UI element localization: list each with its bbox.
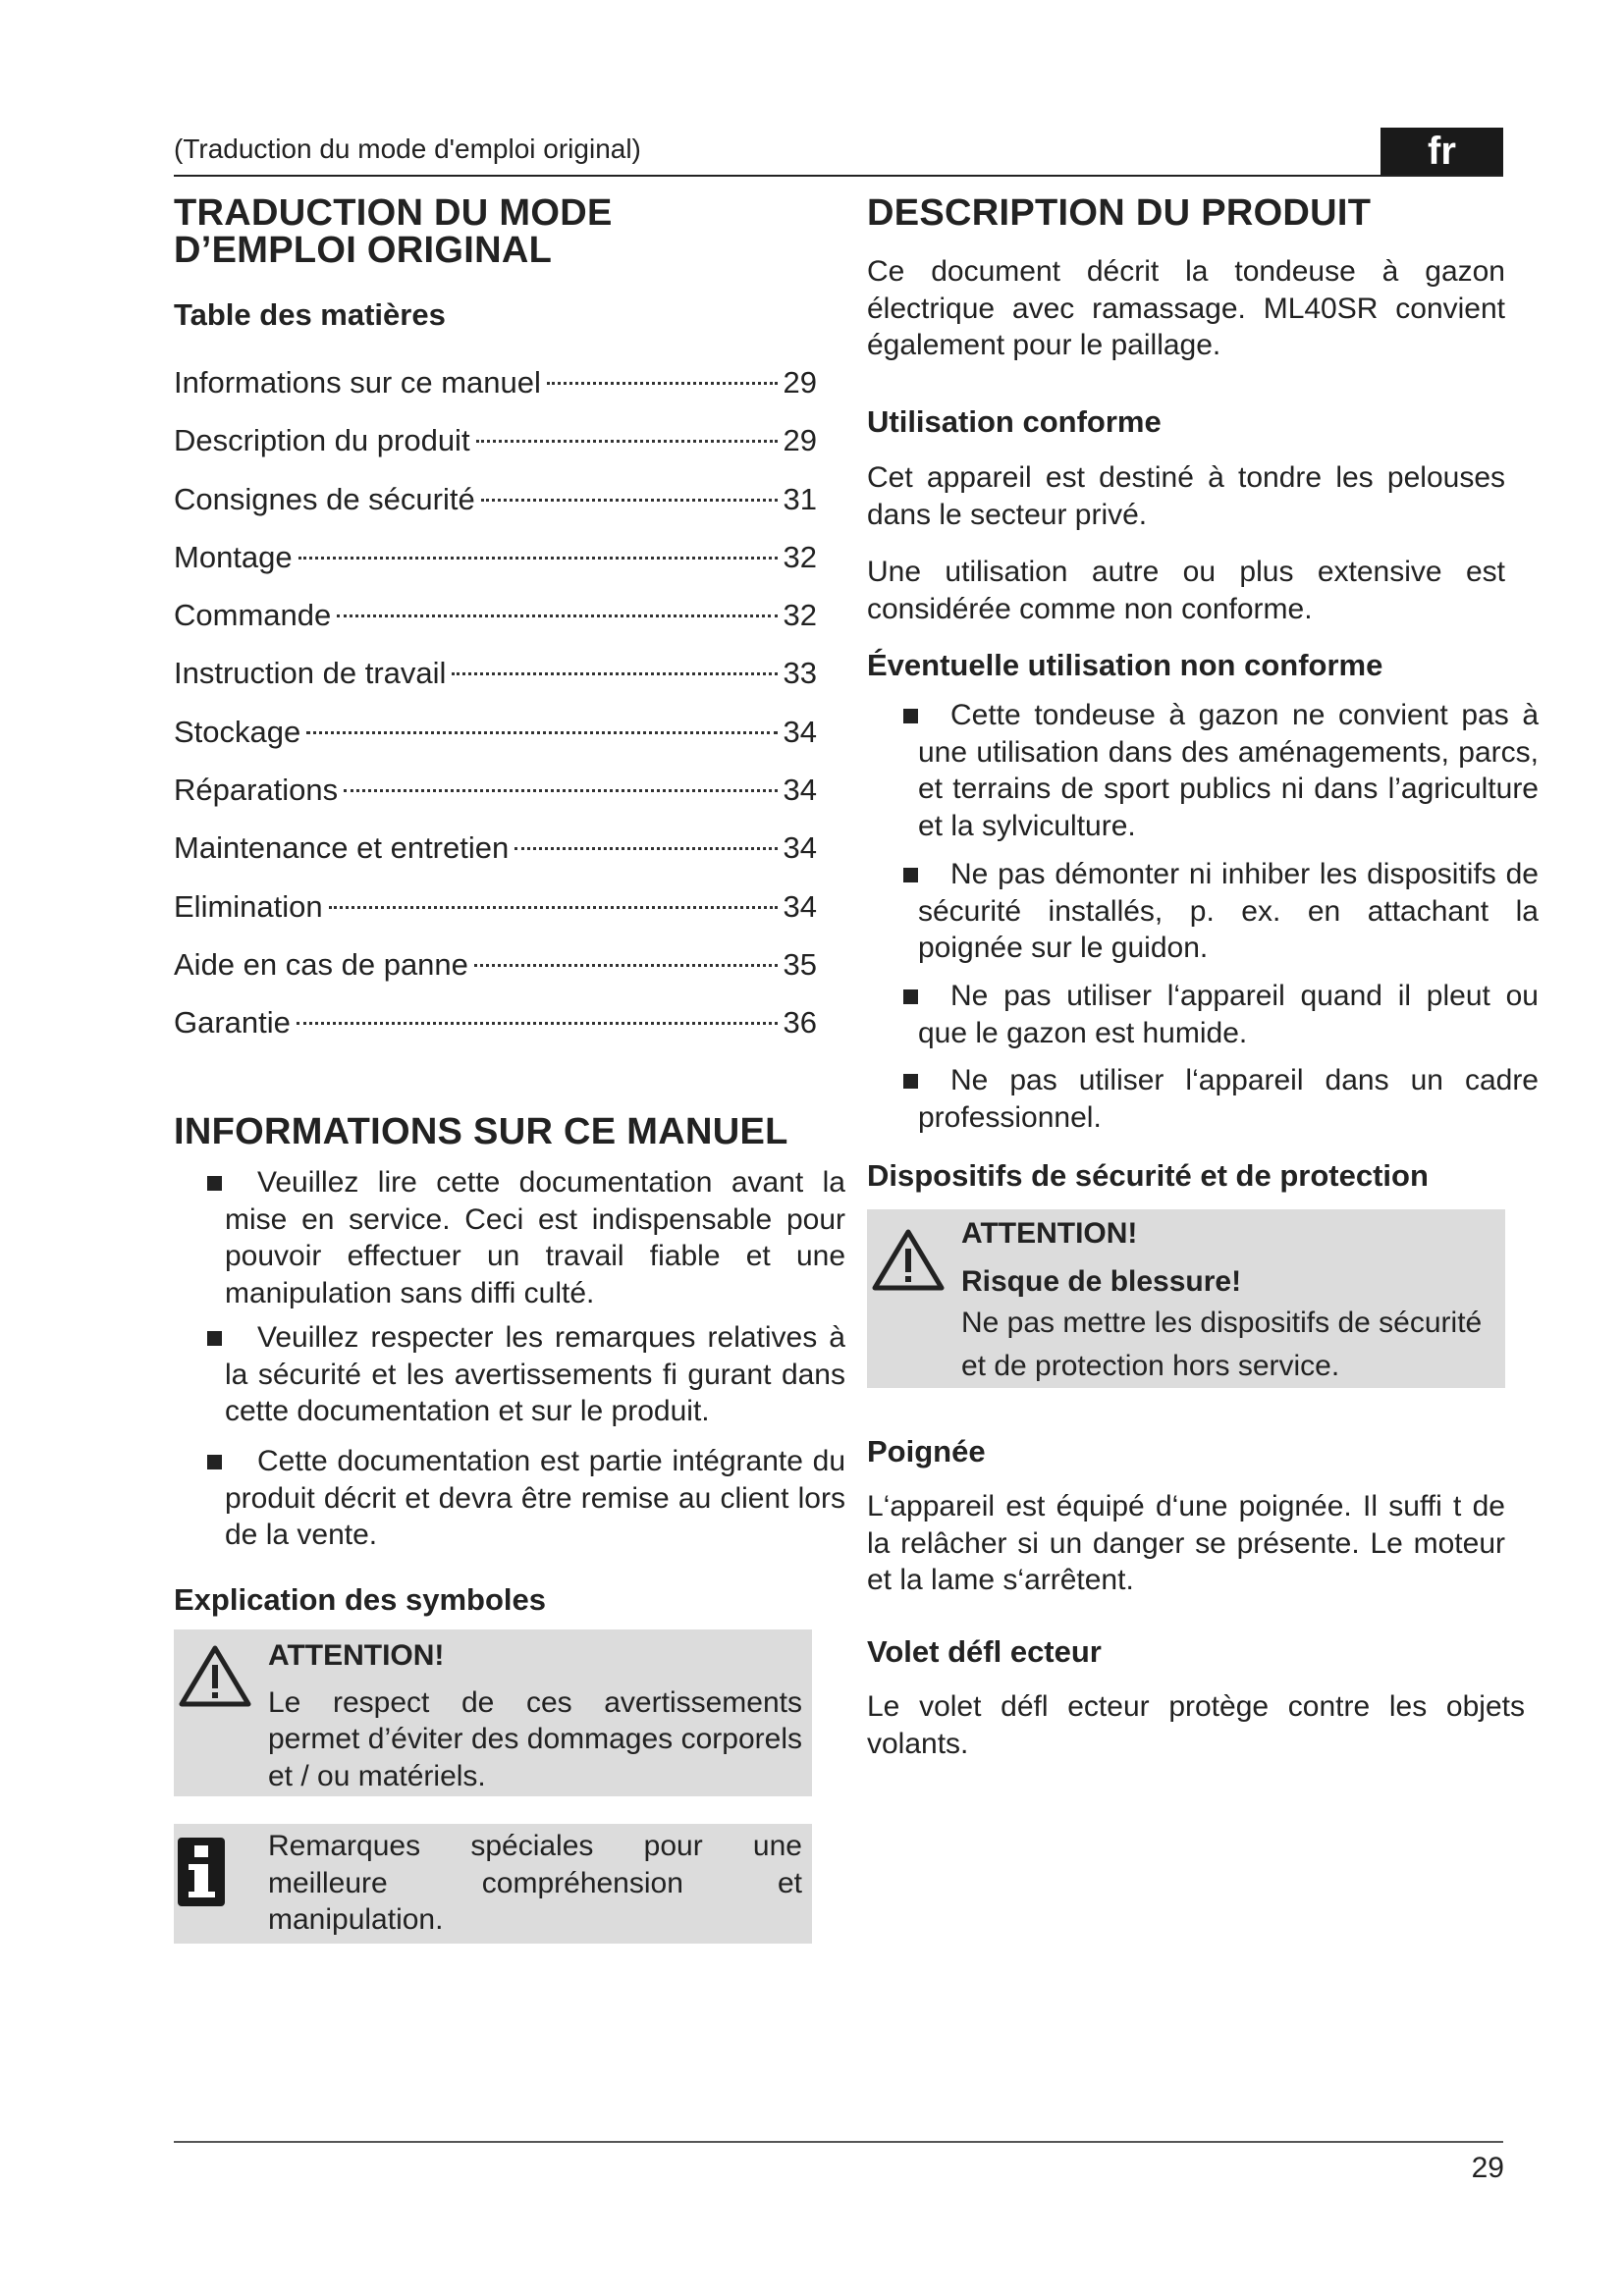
misuse-bullet-4 — [918, 1062, 1539, 1136]
toc-entry-page: 33 — [783, 656, 817, 691]
toc-entry-label: Elimination — [174, 888, 323, 924]
page-number: 29 — [1471, 2152, 1504, 2184]
info-bullet-2 — [225, 1319, 845, 1430]
running-header: (Traduction du mode d'emploi original) — [174, 133, 641, 164]
toc-entry-page: 34 — [783, 830, 817, 866]
toc-entry — [174, 703, 817, 761]
toc-entry-label: Maintenance et entretien — [174, 830, 510, 866]
toc-entry — [174, 528, 817, 586]
toc-leader-dots — [476, 440, 778, 443]
attention-text: Le respect de ces avertissements permet d’éviter des dommages corporels et / ou matériels. — [268, 1685, 802, 1792]
usage-paragraph-2: Une utilisation autre ou plus extensive est considérée comme non conforme. — [867, 556, 1505, 625]
toc-entry-label: Aide en cas de panne — [174, 946, 468, 982]
info-notice — [174, 1824, 812, 1944]
toc-entry-page: 32 — [783, 598, 817, 633]
toc-entry-page: 34 — [783, 773, 817, 808]
symbols-heading: Explication des symboles — [174, 1582, 547, 1617]
warning-triangle-icon — [871, 1227, 946, 1297]
attention-text-block — [268, 1637, 802, 1794]
warning-triangle-icon — [178, 1643, 252, 1713]
toc-entry-label: Informations sur ce manuel — [174, 365, 541, 400]
misuse-bullet-1 — [918, 697, 1539, 844]
deflector-text: Le volet défl ecteur protège contre les objets volants. — [867, 1690, 1525, 1760]
toc-leader-dots — [298, 557, 778, 560]
safety-heading: Dispositifs de sécurité et de protection — [867, 1158, 1429, 1193]
toc-entry-label: Commande — [174, 598, 332, 633]
safety-attention-title: ATTENTION! — [961, 1217, 1138, 1250]
toc-leader-dots — [474, 964, 778, 967]
toc-entry — [174, 935, 817, 993]
usage-paragraph-1: Cet appareil est destiné à tondre les pelouses dans le secteur privé. — [867, 461, 1505, 531]
toc-entry — [174, 353, 817, 411]
misuse-heading: Éventuelle utilisation non conforme — [867, 648, 1383, 682]
info-bullet-1 — [225, 1164, 845, 1311]
toc-entry — [174, 819, 817, 877]
bullet-square-icon — [903, 709, 918, 723]
info-bullet-text: Cette documentation est partie intégrante du produit décrit et devra être remise au client lors de la vente. — [225, 1445, 845, 1551]
toc-heading: Table des matières — [174, 297, 446, 332]
toc-leader-dots — [547, 382, 778, 385]
toc-entry-page: 34 — [783, 714, 817, 749]
footer-rule — [174, 2141, 1503, 2143]
info-section-title: INFORMATIONS SUR CE MANUEL — [174, 1111, 788, 1152]
handle-text: L‘appareil est équipé d‘une poignée. Il suffi t de la relâcher si un danger se présente. Le moteur et la lame s‘arrêtent. — [867, 1490, 1505, 1596]
toc-entry-page: 31 — [783, 481, 817, 516]
bullet-square-icon — [903, 868, 918, 882]
toc-entry-label: Garantie — [174, 1005, 291, 1041]
bullet-square-icon — [903, 1074, 918, 1089]
toc-leader-dots — [329, 906, 778, 909]
toc-entry-label: Consignes de sécurité — [174, 481, 475, 516]
table-of-contents — [174, 353, 817, 1052]
bullet-square-icon — [903, 989, 918, 1004]
document-title-line1: TRADUCTION DU MODE — [174, 192, 613, 234]
toc-entry-label: Stockage — [174, 714, 301, 749]
toc-entry-label: Réparations — [174, 773, 339, 808]
misuse-bullet-3 — [918, 978, 1539, 1051]
deflector-heading: Volet défl ecteur — [867, 1634, 1102, 1669]
language-badge: fr — [1380, 128, 1503, 175]
toc-leader-dots — [306, 731, 777, 734]
toc-entry-label: Description du produit — [174, 423, 470, 458]
misuse-bullet-text: Ne pas utiliser l‘appareil quand il pleut ou que le gazon est humide. — [918, 980, 1539, 1049]
attention-title: ATTENTION! — [268, 1639, 445, 1672]
toc-entry — [174, 411, 817, 469]
toc-leader-dots — [297, 1022, 778, 1025]
misuse-bullet-text: Ne pas démonter ni inhiber les dispositifs de sécurité installés, p. ex. en attachant la poignée sur le guidon. — [918, 858, 1539, 964]
toc-entry-page: 36 — [783, 1005, 817, 1041]
safety-attention-text-block — [961, 1213, 1495, 1388]
toc-entry — [174, 644, 817, 702]
toc-leader-dots — [514, 847, 777, 850]
bullet-square-icon — [207, 1455, 222, 1469]
toc-entry-page: 34 — [783, 888, 817, 924]
toc-entry — [174, 878, 817, 935]
header-rule — [174, 175, 1503, 177]
misuse-bullet-text: Ne pas utiliser l‘appareil dans un cadre professionnel. — [918, 1064, 1539, 1134]
toc-entry-page: 35 — [783, 946, 817, 982]
toc-leader-dots — [452, 672, 777, 675]
usage-heading: Utilisation conforme — [867, 404, 1162, 439]
toc-entry — [174, 993, 817, 1051]
misuse-bullet-2 — [918, 856, 1539, 967]
toc-leader-dots — [481, 499, 778, 502]
info-bullet-3 — [225, 1443, 845, 1554]
document-title — [174, 194, 613, 269]
document-title-line2: D’EMPLOI ORIGINAL — [174, 230, 553, 271]
toc-entry — [174, 470, 817, 528]
info-icon — [178, 1838, 225, 1911]
safety-text: Ne pas mettre les dispositifs de sécurité et de protection hors service. — [961, 1307, 1483, 1382]
bullet-square-icon — [207, 1331, 222, 1346]
toc-entry-page: 29 — [783, 365, 817, 400]
info-bullet-text: Veuillez respecter les remarques relatives à la sécurité et les avertissements fi gurant dans cette documentation et sur le produit. — [225, 1321, 845, 1427]
product-description-title: DESCRIPTION DU PRODUIT — [867, 192, 1372, 234]
info-bullet-text: Veuillez lire cette documentation avant la mise en service. Ceci est indispensable pour pouvoir effectuer un travail fiable et une manipulation sans diffi culté. — [225, 1166, 845, 1309]
toc-entry — [174, 761, 817, 819]
product-intro: Ce document décrit la tondeuse à gazon électrique avec ramassage. ML40SR convient également pour le paillage. — [867, 255, 1505, 361]
safety-attention-notice — [867, 1209, 1505, 1388]
toc-leader-dots — [344, 789, 777, 792]
safety-risk-title: Risque de blessure! — [961, 1265, 1242, 1298]
toc-entry-page: 32 — [783, 539, 817, 574]
toc-entry-label: Instruction de travail — [174, 656, 447, 691]
toc-entry — [174, 586, 817, 644]
info-note: Remarques spéciales pour une meilleure compréhension et manipulation. — [268, 1830, 802, 1936]
toc-leader-dots — [337, 614, 777, 617]
handle-heading: Poignée — [867, 1434, 986, 1468]
bullet-square-icon — [207, 1176, 222, 1191]
toc-entry-label: Montage — [174, 539, 293, 574]
misuse-bullet-text: Cette tondeuse à gazon ne convient pas à une utilisation dans des aménagements, parcs, et terrains de sport publics ni dans l’agriculture et la sylviculture. — [918, 699, 1539, 842]
attention-notice — [174, 1629, 812, 1796]
toc-entry-page: 29 — [783, 423, 817, 458]
